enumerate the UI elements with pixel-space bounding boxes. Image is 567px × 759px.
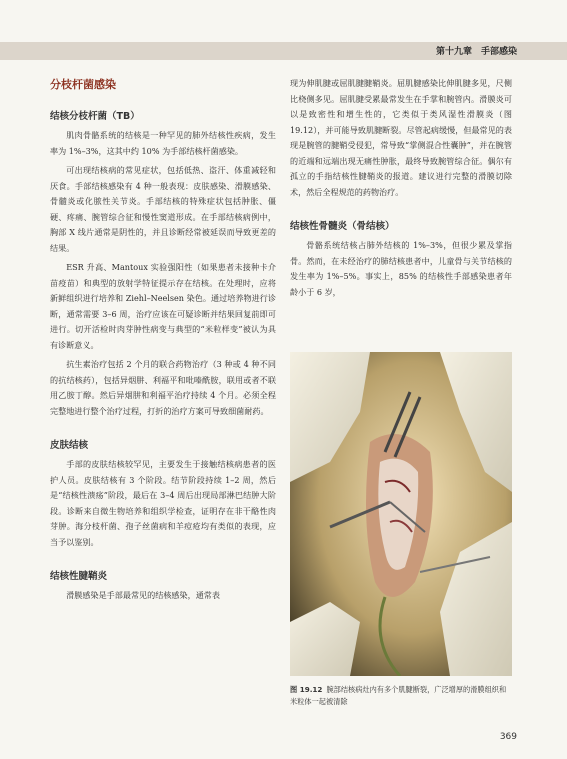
paragraph: 肌肉骨骼系统的结核是一种罕见的肺外结核性疾病，发生率为 1%–3%，这其中约 10% 为手部结核杆菌感染。 [50,130,276,156]
right-column [290,76,512,304]
page-number: 369 [499,732,517,742]
figure-label: 图 19.12 [290,685,323,694]
heading-tendon-tb: 结核性腱鞘炎 [50,571,108,582]
paragraph: ESR 升高、Mantoux 实验强阳性（如果患者未接种卡介苗疫苗）和典型的放射学特征提示存在结核。在处理时，应将新鲜组织进行培养和 Ziehl–Neelsen 染色。通过培养物进行诊断，通常需要 3–6 周，治疗应该在可疑诊断并结果回复前即可进行。切开活检时肉芽肿性病变与典型的“米粒样变”被认为具有诊断意义。 [50,262,276,350]
heading-tb: 结核分枝杆菌（TB） [50,111,140,122]
left-column [50,76,276,608]
heading-skin-tb: 皮肤结核 [50,440,89,451]
paragraph: 骨骼系统结核占肺外结核的 1%–3%，但很少累及掌指骨。然而，在未经治疗的肺结核患者中，儿童骨与关节结核的发生率为 1%–5%。事实上，85% 的结核性手部感染患者年龄小于 6 岁， [290,240,512,297]
paragraph-continued: 现为伸肌腱或屈肌腱腱鞘炎。屈肌腱感染比伸肌腱多见，尺侧比桡侧多见。屈肌腱受累最常发生在手掌和腕管内。滑膜炎可以是致密性和增生性的，它类似于类风湿性滑膜炎（图 19.12），并可能导致肌腱断裂。尽管起病缓慢，但最常见的表现是腕管的腱鞘受侵犯，常导致“掌侧混合性囊肿”，并在腕管的近端和远端出现无痛性肿胀，最终导致腕管综合征。偶尔有孤立的手指结核性腱鞘炎的报道。建议进行完整的滑膜切除术，然后全程规范的药物治疗。 [290,78,512,197]
figure-caption-text: 腕部结核病灶内有多个肌腱断裂，广泛增厚的滑膜组织和米粒体一起被清除 [290,685,507,706]
paragraph: 可出现结核病的常见症状，包括低热、盗汗、体重减轻和厌食。手部结核感染有 4 种一般表现：皮肤感染、滑膜感染、骨髓炎或化脓性关节炎。手部结核的特殊症状包括肿胀、僵硬、疼痛、腕管综合征和慢性窦道形成。在手部结核病例中，胸部 X 线片通常是阴性的，并且诊断经常被延误而导致更差的结果。 [50,165,276,253]
section-title: 分枝杆菌感染 [50,78,116,91]
surgical-photo [290,352,512,676]
figure-caption [290,684,512,708]
paragraph: 手部的皮肤结核较罕见，主要发生于接触结核病患者的医护人员。皮肤结核有 3 个阶段。结节阶段持续 1–2 周，然后是“结核性溃疡”阶段，最后在 3–4 周后出现局部淋巴结肿大阶段。诊断来自微生物培养和组织学检查，证明存在非干酪性肉芽肿。海分枝杆菌、孢子丝菌病和羊痘疮均有类似的表现，应当予以鉴别。 [50,459,276,547]
chapter-header: 第十九章 手部感染 [435,47,517,57]
heading-osteomyelitis: 结核性骨髓炎（骨结核） [290,221,395,232]
paragraph: 抗生素治疗包括 2 个月的联合药物治疗（3 种或 4 种不同的抗结核药），包括异烟肼、利福平和吡嗪酰胺，联用或者不联用乙胺丁醇。然后异烟肼和利福平治疗持续 4 个月。必须全程完整地进行整个治疗过程，打折的治疗方案可导致细菌耐药。 [50,359,276,416]
paragraph: 滑膜感染是手部最常见的结核感染，通常表 [66,590,220,600]
